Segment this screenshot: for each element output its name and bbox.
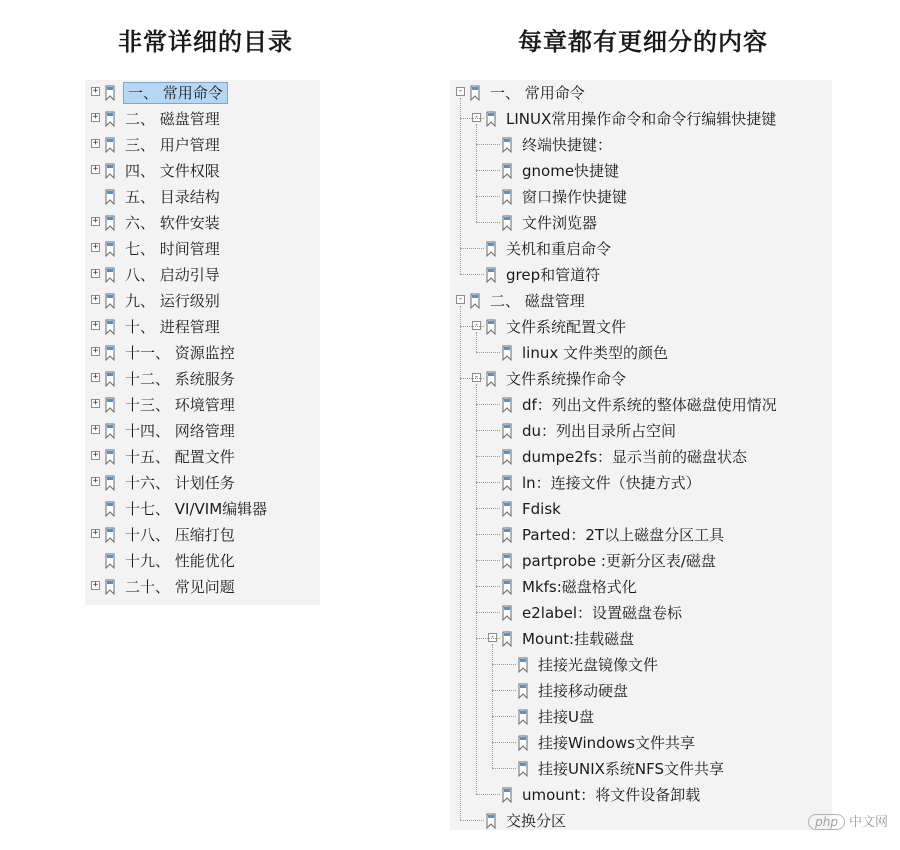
right-tree-item-label: partprobe :更新分区表/磁盘 xyxy=(522,552,716,570)
bookmark-icon xyxy=(104,189,116,205)
bookmark-icon xyxy=(104,345,116,361)
right-tree-item-label: 二、 磁盘管理 xyxy=(490,292,585,310)
bookmark-icon xyxy=(485,111,497,127)
tree-connector xyxy=(460,326,484,327)
left-tree-item-label: 十四、 网络管理 xyxy=(125,422,235,440)
bookmark-icon xyxy=(104,501,116,517)
bookmark-icon xyxy=(517,683,529,699)
bookmark-icon xyxy=(104,371,116,387)
tree-connector xyxy=(492,644,493,768)
right-tree-item-label: du：列出目录所占空间 xyxy=(522,422,677,440)
bookmark-icon xyxy=(517,709,529,725)
bookmark-icon xyxy=(469,85,481,101)
right-tree-item-label: e2label：设置磁盘卷标 xyxy=(522,604,683,622)
right-tree-item-label: linux 文件类型的颜色 xyxy=(522,344,668,362)
collapse-icon[interactable]: - xyxy=(473,372,480,382)
tree-connector xyxy=(476,430,500,431)
left-tree-item-label: 十五、 配置文件 xyxy=(125,448,235,466)
bookmark-icon xyxy=(501,163,513,179)
tree-connector xyxy=(476,612,500,613)
tree-connector xyxy=(476,144,500,145)
left-tree-item-label: 七、 时间管理 xyxy=(125,240,220,258)
tree-connector xyxy=(476,534,500,535)
tree-connector xyxy=(476,384,477,794)
watermark-text: 中文网 xyxy=(848,815,888,830)
bookmark-icon xyxy=(104,527,116,543)
bookmark-icon xyxy=(517,761,529,777)
bookmark-icon xyxy=(104,241,116,257)
tree-connector xyxy=(476,352,500,353)
bookmark-icon xyxy=(485,267,497,283)
expand-icon[interactable]: + xyxy=(92,580,99,590)
bookmark-icon xyxy=(104,579,116,595)
right-tree-item-label: 文件浏览器 xyxy=(522,214,598,232)
left-tree-item-label: 九、 运行级别 xyxy=(125,292,220,310)
bookmark-icon xyxy=(501,423,513,439)
collapse-icon[interactable]: - xyxy=(457,294,464,304)
collapse-icon[interactable]: - xyxy=(473,112,480,122)
bookmark-icon xyxy=(104,553,116,569)
tree-connector xyxy=(476,586,500,587)
left-tree-item-label: 二、 磁盘管理 xyxy=(125,110,220,128)
expand-icon[interactable]: + xyxy=(92,528,99,538)
expand-icon[interactable]: + xyxy=(92,476,99,486)
bookmark-icon xyxy=(485,371,497,387)
left-bookmark-tree xyxy=(85,80,320,605)
tree-connector xyxy=(476,560,500,561)
tree-connector xyxy=(460,378,484,379)
bookmark-icon xyxy=(501,397,513,413)
tree-connector xyxy=(492,742,516,743)
tree-connector xyxy=(460,274,484,275)
right-tree-item-label: grep和管道符 xyxy=(506,266,601,284)
bookmark-icon xyxy=(485,319,497,335)
expand-icon[interactable]: + xyxy=(92,112,99,122)
bookmark-icon xyxy=(104,293,116,309)
bookmark-icon xyxy=(104,111,116,127)
right-tree-item-label: gnome快捷键 xyxy=(522,162,620,180)
right-tree-item-label: 挂接Windows文件共享 xyxy=(538,734,695,752)
left-tree-item-label: 十、 进程管理 xyxy=(125,318,220,336)
left-tree-item-label: 十三、 环境管理 xyxy=(125,396,235,414)
bookmark-icon xyxy=(501,553,513,569)
left-tree-item-label: 十六、 计划任务 xyxy=(125,474,235,492)
bookmark-icon xyxy=(501,449,513,465)
left-tree-item-label: 四、 文件权限 xyxy=(125,162,220,180)
left-tree-item-label: 十七、 VI/VIM编辑器 xyxy=(125,500,268,518)
tree-connector xyxy=(476,404,500,405)
bookmark-icon xyxy=(104,423,116,439)
expand-icon[interactable]: + xyxy=(92,86,99,96)
tree-connector xyxy=(476,638,500,639)
expand-icon[interactable]: + xyxy=(92,268,99,278)
right-tree-item-label: 关机和重启命令 xyxy=(506,240,612,258)
right-tree-item-label: 一、 常用命令 xyxy=(490,84,585,102)
bookmark-icon xyxy=(501,215,513,231)
expand-icon[interactable]: + xyxy=(92,242,99,252)
bookmark-icon xyxy=(501,631,513,647)
bookmark-icon xyxy=(104,85,116,101)
bookmark-icon xyxy=(501,189,513,205)
tree-connector xyxy=(476,332,477,352)
left-tree-item-label: 二十、 常见问题 xyxy=(125,578,235,596)
watermark xyxy=(808,811,888,830)
collapse-icon[interactable]: - xyxy=(473,320,480,330)
bookmark-icon xyxy=(501,475,513,491)
bookmark-icon xyxy=(104,475,116,491)
bookmark-icon xyxy=(501,137,513,153)
right-tree-item-label: umount：将文件设备卸载 xyxy=(522,786,701,804)
bookmark-icon xyxy=(517,735,529,751)
right-tree-item-label: Mount:挂载磁盘 xyxy=(522,630,635,648)
right-tree-item-label: 窗口操作快捷键 xyxy=(522,188,628,206)
expand-icon[interactable]: + xyxy=(92,164,99,174)
tree-connector xyxy=(476,222,500,223)
expand-icon[interactable]: + xyxy=(92,372,99,382)
tree-connector xyxy=(476,508,500,509)
expand-icon[interactable]: + xyxy=(92,216,99,226)
right-tree-item-label: dumpe2fs：显示当前的磁盘状态 xyxy=(522,448,748,466)
tree-connector xyxy=(460,248,484,249)
tree-connector xyxy=(476,124,477,222)
left-heading: 非常详细的目录 xyxy=(118,28,293,56)
tree-connector xyxy=(476,456,500,457)
right-tree-item-label: 文件系统配置文件 xyxy=(506,318,627,336)
bookmark-icon xyxy=(469,293,481,309)
tree-connector xyxy=(476,482,500,483)
tree-connector xyxy=(476,794,500,795)
right-tree-item-label: Fdisk xyxy=(522,500,561,518)
right-tree-item-label: 文件系统操作命令 xyxy=(506,370,627,388)
left-tree-item-label: 十二、 系统服务 xyxy=(125,370,235,388)
right-tree-item-label: 终端快捷键： xyxy=(522,136,613,154)
right-tree-item-label: 挂接移动硬盘 xyxy=(538,682,629,700)
left-tree-item-label: 十九、 性能优化 xyxy=(125,552,235,570)
php-logo: php xyxy=(808,814,845,830)
left-tree-item-label: 十一、 资源监控 xyxy=(125,344,235,362)
left-tree-item-label: 三、 用户管理 xyxy=(125,136,220,154)
collapse-icon[interactable]: - xyxy=(457,86,464,96)
left-tree-item-label: 六、 软件安装 xyxy=(125,214,220,232)
right-tree-item-label: 交换分区 xyxy=(506,812,567,830)
bookmark-icon xyxy=(104,267,116,283)
left-tree-item-label: 五、 目录结构 xyxy=(125,188,220,206)
bookmark-icon xyxy=(501,579,513,595)
bookmark-icon xyxy=(104,163,116,179)
bookmark-icon xyxy=(517,657,529,673)
expand-icon[interactable]: + xyxy=(92,398,99,408)
bookmark-icon xyxy=(104,137,116,153)
tree-connector xyxy=(476,196,500,197)
right-tree-item-label: Parted：2T以上磁盘分区工具 xyxy=(522,526,725,544)
expand-icon[interactable]: + xyxy=(92,138,99,148)
right-bookmark-tree xyxy=(450,80,832,830)
tree-connector xyxy=(492,768,516,769)
tree-connector xyxy=(492,664,516,665)
bookmark-icon xyxy=(104,319,116,335)
right-tree-item-label: 挂接U盘 xyxy=(538,708,594,726)
tree-connector xyxy=(492,716,516,717)
bookmark-icon xyxy=(485,813,497,829)
right-tree-item-label: 挂接UNIX系统NFS文件共享 xyxy=(538,760,725,778)
bookmark-icon xyxy=(501,787,513,803)
right-tree-item-label: 挂接光盘镜像文件 xyxy=(538,656,659,674)
bookmark-icon xyxy=(501,345,513,361)
right-heading: 每章都有更细分的内容 xyxy=(518,28,768,56)
tree-connector xyxy=(460,118,484,119)
expand-icon[interactable]: + xyxy=(92,320,99,330)
bookmark-icon xyxy=(501,501,513,517)
right-tree-item-label: ln：连接文件（快捷方式） xyxy=(522,474,701,492)
right-tree-item-label: df：列出文件系统的整体磁盘使用情况 xyxy=(522,396,777,414)
expand-icon[interactable]: + xyxy=(92,424,99,434)
tree-connector xyxy=(492,690,516,691)
collapse-icon[interactable]: - xyxy=(489,632,496,642)
tree-connector xyxy=(460,98,461,274)
tree-connector xyxy=(460,306,461,820)
expand-icon[interactable]: + xyxy=(92,450,99,460)
bookmark-icon xyxy=(501,527,513,543)
left-tree-item-label: 十八、 压缩打包 xyxy=(125,526,235,544)
bookmark-icon xyxy=(104,397,116,413)
tree-connector xyxy=(476,170,500,171)
left-tree-item-label: 一、 常用命令 xyxy=(123,82,228,104)
expand-icon[interactable]: + xyxy=(92,346,99,356)
bookmark-icon xyxy=(104,215,116,231)
left-tree-item-label: 八、 启动引导 xyxy=(125,266,220,284)
bookmark-icon xyxy=(501,605,513,621)
tree-connector xyxy=(460,820,484,821)
right-tree-item-label: Mkfs:磁盘格式化 xyxy=(522,578,637,596)
right-tree-item-label: LINUX常用操作命令和命令行编辑快捷键 xyxy=(506,110,777,128)
bookmark-icon xyxy=(104,449,116,465)
bookmark-icon xyxy=(485,241,497,257)
expand-icon[interactable]: + xyxy=(92,294,99,304)
